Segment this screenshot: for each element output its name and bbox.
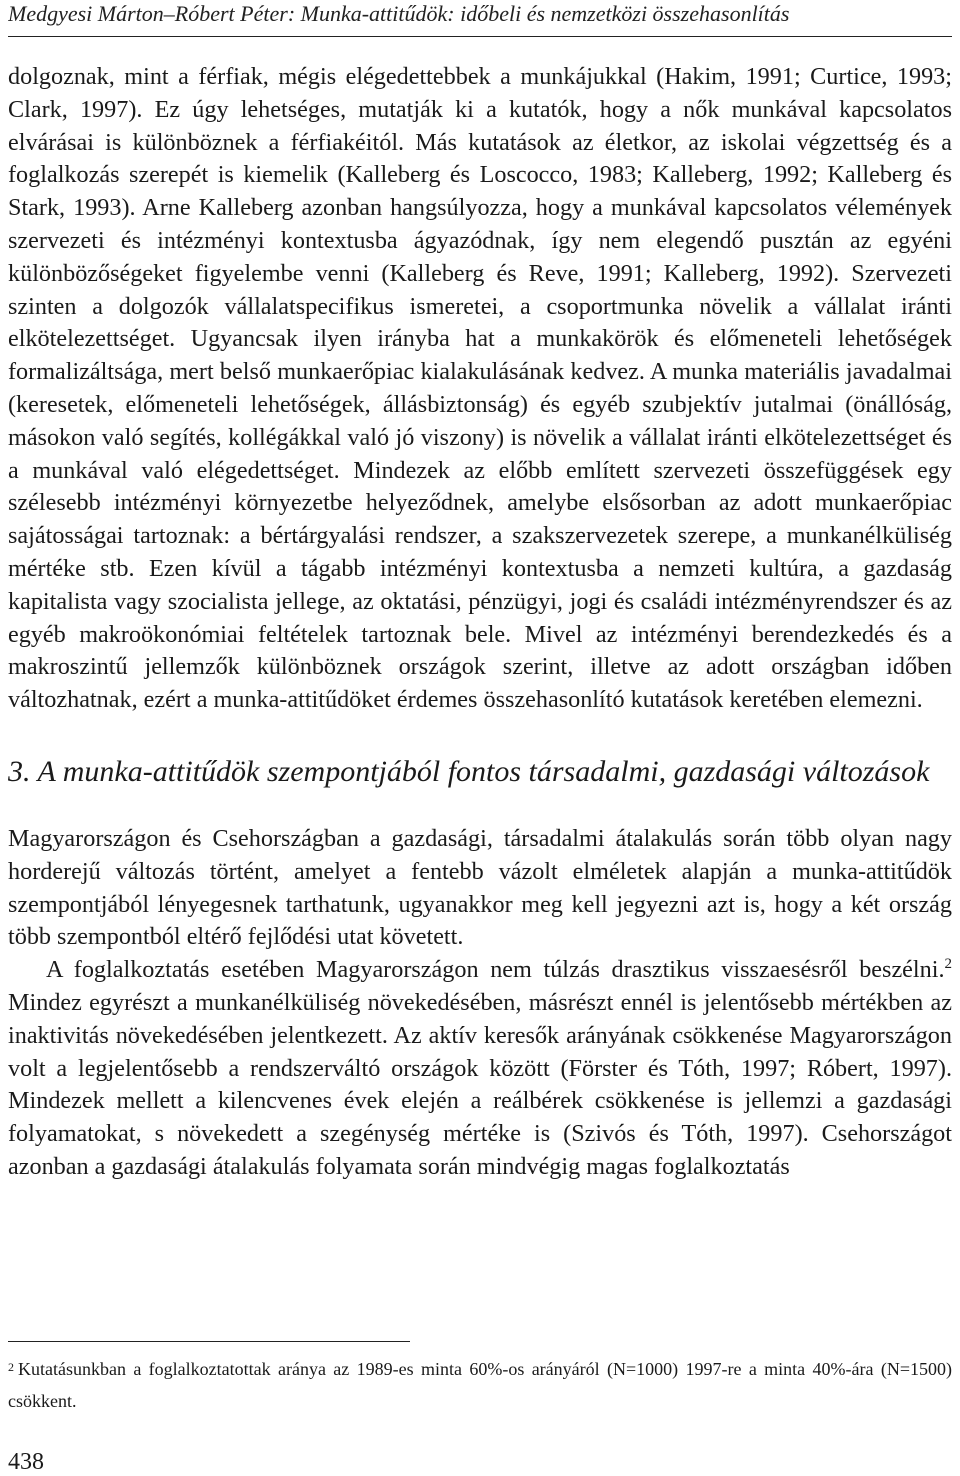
footnote-divider <box>8 1341 410 1342</box>
running-head: Medgyesi Márton–Róbert Péter: Munka-attitűdök: időbeli és nemzetközi összehasonlítás <box>8 0 952 37</box>
body-paragraph: Magyarországon és Csehországban a gazdasági, társadalmi átalakulás során több olyan nagy horderejű változás történt, amelyet a fentebb vázolt elméletek alapján a munka-attitűdök szempontjából lényegesnek tarthatunk, ugyanakkor meg kell jegyezni azt is, hogy a két ország több szempontból eltérő fejlődési utat követett. <box>8 824 952 951</box>
footnote-number: 2 <box>8 1360 14 1374</box>
section-heading: 3. A munka-attitűdök szempontjából fontos társadalmi, gazdasági változások <box>8 754 930 788</box>
body-paragraph <box>8 954 952 1184</box>
paragraph-text: A foglalkoztatás esetében Magyarországon nem túlzás drasztikus visszaesésről beszélni. <box>46 956 945 984</box>
footnote <box>8 1353 952 1417</box>
heading-spacer <box>8 790 952 823</box>
paragraph-text-continued: Mindez egyrészt a munkanélküliség növekedésében, másrészt ennél is jelentősebb mértékben az inaktivitás növekedésében jelentkezett. Az aktív keresők arányának csökkenése Magyarországon volt a legjelentősebb a rendszerváltó országok között (Förster és Tóth, 1997; Róbert, 1997). Mindezek mellett a kilencvenes évek elején a reálbérek csökkenése is jellemzi a gazdasági folyamatokat, s növekedett a szegénység mértéke is (Szivós és Tóth, 1997). Csehországot azonban a gazdasági átalakulás folyamata során mindvégig magas foglalkoztatás <box>8 988 952 1180</box>
footnote-reference[interactable]: 2 <box>944 956 952 973</box>
main-text <box>8 61 952 1184</box>
body-paragraph: dolgoznak, mint a férfiak, mégis elégedettebbek a munkájukkal (Hakim, 1991; Curtice, 1993; Clark, 1997). Ez úgy lehetséges, mutatják ki a kutatók, hogy a nők munkával kapcsolatos elvárásai is különböznek a férfiakéitól. Más kutatások az életkor, az iskolai végzettség és a foglalkozás szerepét is kiemelik (Kalleberg és Loscocco, 1983; Kalleberg, 1992; Kalleberg és Stark, 1993). Arne Kalleberg azonban hangsúlyozza, hogy a munkával kapcsolatos vélemények szervezeti és intézményi kontextusba ágyazódnak, így nem elegendő pusztán az egyéni különbözőségeket figyelembe venni (Kalleberg és Reve, 1991; Kalleberg, 1992). Szervezeti szinten a dolgozók vállalatspecifikus ismeretei, a csoportmunka növelik a vállalat iránti elkötelezettséget. Ugyancsak ilyen irányba hat a munkakörök és előmeneteli lehetőségek formalizáltsága, mert belső munkaerőpiac kialakulásának kedvez. A munka materiális javadalmai (keresetek, előmeneteli lehetőségek, állásbiztonság) és egyéb szubjektív jutalmai (önállóság, másokon való segítés, kollégákkal való jó viszony) is növelik a vállalat iránti elkötelezettséget és a munkával való elégedettséget. Mindezek az előbb említett szervezeti összefüggések egy szélesebb intézményi környezetbe helyeződnek, amelybe elsősorban az adott munkaerőpiac sajátosságai tartoznak: a bértárgyalási rendszer, a szakszervezetek szerepe, a munkanélküliség mértéke stb. Ezen kívül a tágabb intézményi kontextusba a nemzeti kultúra, a gazdaság kapitalista vagy szocialista jellege, az oktatási, pénzügyi, jogi és családi intézményrendszer és az egyéb makroökonómiai feltételek tartoznak bele. Mivel az intézményi berendezkedés és a makroszintű jellemzők különböznek országok szerint, illetve az adott országban időben változhatnak, ezért a munka-attitűdöket érdemes összehasonlító kutatások keretében elemezni. <box>8 63 952 714</box>
footnote-text: Kutatásunkban a foglalkoztatottak aránya az 1989-es minta 60%-os arányáról (N=1000) 1997-re a minta 40%-ára (N=1500) csökkent. <box>8 1359 952 1411</box>
page-number: 438 <box>8 1449 44 1475</box>
